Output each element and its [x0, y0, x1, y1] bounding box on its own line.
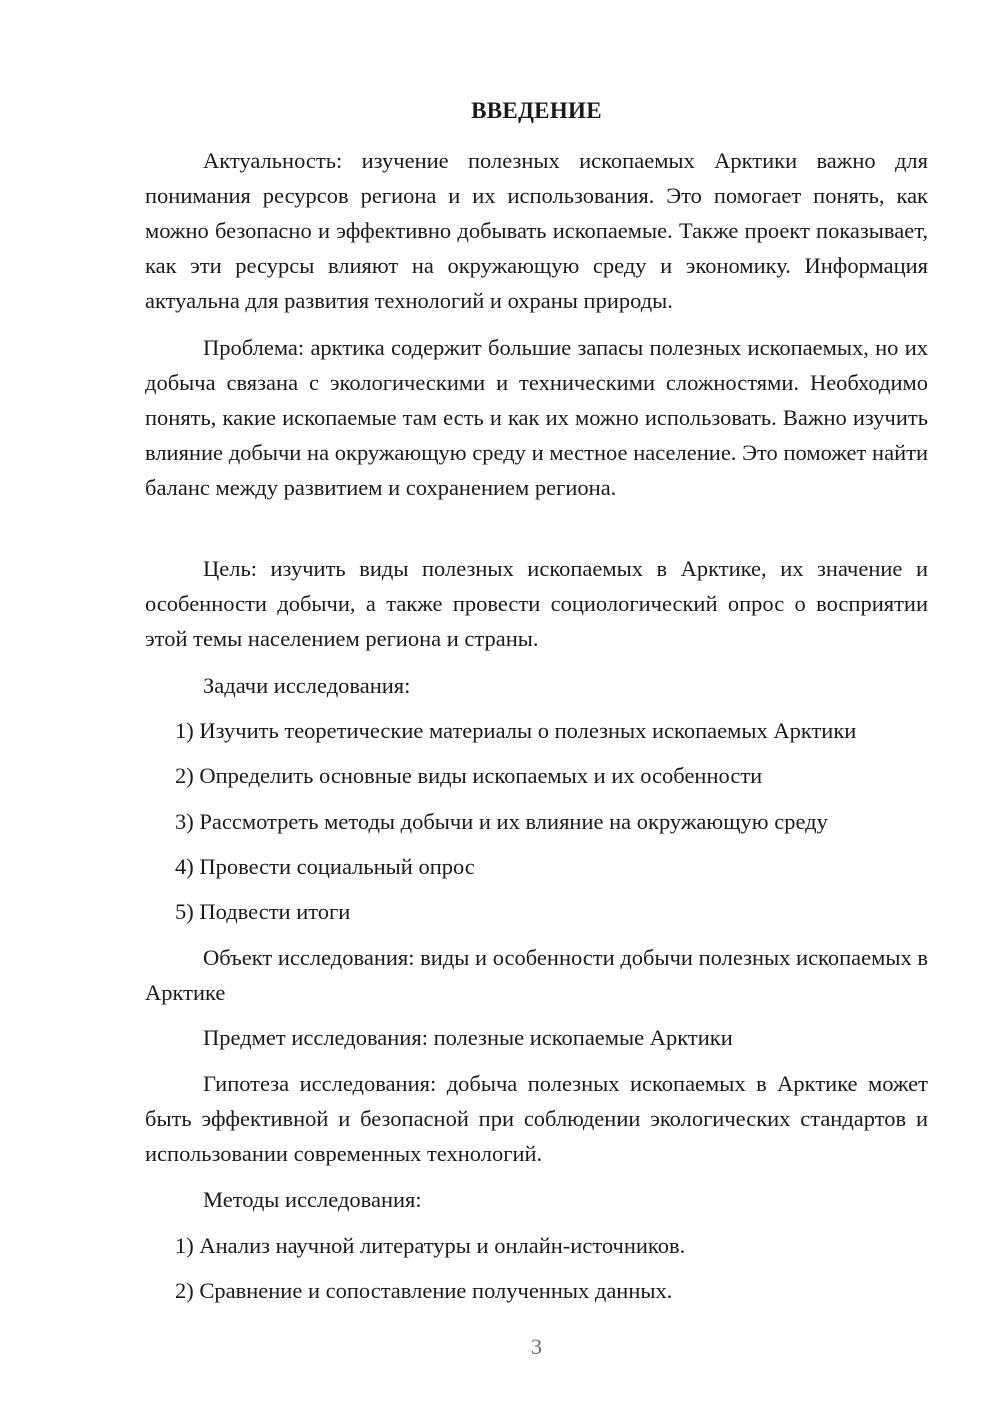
task-item: 2) Определить основные виды ископаемых и их особенности: [175, 763, 763, 788]
method-item: 1) Анализ научной литературы и онлайн-источников.: [175, 1233, 686, 1258]
subject-paragraph: Предмет исследования: полезные ископаемые Арктики: [203, 1025, 733, 1050]
problem-paragraph: Проблема: арктика содержит большие запасы полезных ископаемых, но их добыча связана с экологическими и техническими сложностями. Необходимо понять, какие ископаемые там есть и как их можно использовать. Важно изучить влияние добычи на окружающую среду и местное население. Это поможет найти баланс между развитием и сохранением региона.: [145, 335, 928, 500]
task-item: 4) Провести социальный опрос: [175, 854, 475, 879]
hypothesis-paragraph: Гипотеза исследования: добыча полезных ископаемых в Арктике может быть эффективной и безопасной при соблюдении экологических стандартов и использовании современных технологий.: [145, 1071, 928, 1166]
methods-heading: Методы исследования:: [203, 1187, 422, 1212]
goal-paragraph: Цель: изучить виды полезных ископаемых в Арктике, их значение и особенности добычи, а также провести социологический опрос о восприятии этой темы населением региона и страны.: [145, 556, 928, 651]
object-paragraph: Объект исследования: виды и особенности добычи полезных ископаемых в Арктике: [145, 945, 928, 1005]
tasks-heading: Задачи исследования:: [203, 673, 411, 698]
section-title: ВВЕДЕНИЕ: [471, 98, 602, 123]
method-item: 2) Сравнение и сопоставление полученных данных.: [175, 1278, 673, 1303]
page-number: 3: [531, 1334, 542, 1359]
task-item: 3) Рассмотреть методы добычи и их влияние на окружающую среду: [175, 809, 828, 834]
task-item: 1) Изучить теоретические материалы о полезных ископаемых Арктики: [175, 718, 857, 743]
relevance-paragraph: Актуальность: изучение полезных ископаемых Арктики важно для понимания ресурсов региона и их использования. Это помогает понять, как можно безопасно и эффективно добывать ископаемые. Также проект показывает, как эти ресурсы влияют на окружающую среду и экономику. Информация актуальна для развития технологий и охраны природы.: [145, 148, 928, 313]
task-item: 5) Подвести итоги: [175, 899, 351, 924]
document-page: [145, 0, 928, 1414]
